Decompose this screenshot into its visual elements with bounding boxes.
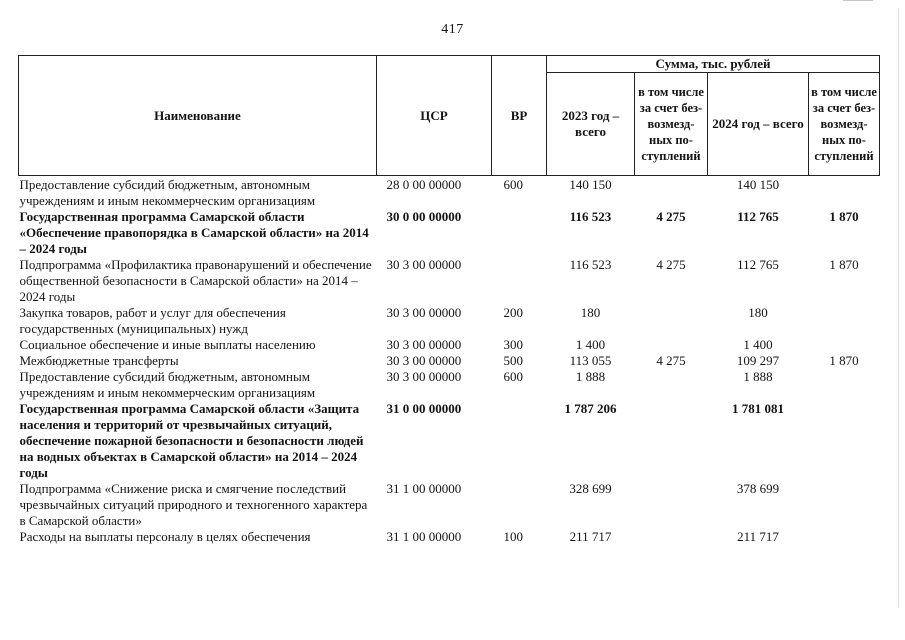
row-name-cell: Предоставление субсидий бюджетным, автономным учреждениям и иным некоммерческим организациям — [19, 177, 316, 208]
row-csr-cell: 28 0 00 00000 — [386, 177, 462, 192]
table-row — [19, 353, 880, 369]
row-vr-cell: 600 — [503, 369, 523, 384]
row-total-2024-cell: 378 699 — [736, 481, 780, 496]
row-total-2023-cell: 1 787 206 — [564, 401, 617, 416]
table-row — [19, 305, 880, 337]
row-incl-2023-cell — [635, 176, 708, 210]
row-vr-cell — [492, 257, 547, 305]
row-incl-2023-cell — [635, 337, 708, 353]
row-total-2023-cell: 116 523 — [569, 257, 612, 272]
table-row — [19, 401, 880, 481]
row-total-2023-cell: 1 888 — [575, 369, 606, 384]
row-incl-2024-cell: 1 870 — [829, 353, 859, 368]
row-total-2024-cell: 109 297 — [736, 353, 780, 368]
row-name-cell: Государственная программа Самарской области «Обеспечение правопорядка в Самарской области» на 2014 – 2024 годы — [19, 209, 369, 256]
row-total-2023-cell: 328 699 — [569, 481, 612, 496]
table-body — [19, 176, 880, 546]
column-header-total-2023: 2023 год – всего — [547, 73, 635, 176]
row-name-cell: Социальное обеспечение и иные выплаты населению — [19, 337, 316, 352]
row-csr-cell: 30 3 00 00000 — [386, 305, 462, 320]
row-incl-2023-cell: 4 275 — [656, 209, 686, 224]
budget-table — [18, 55, 880, 545]
row-total-2023-cell: 180 — [580, 305, 601, 320]
scan-edge-right — [898, 8, 899, 608]
row-name-cell: Расходы на выплаты персоналу в целях обеспечения — [19, 529, 311, 544]
row-total-2023-cell: 1 400 — [575, 337, 606, 352]
row-incl-2024-cell: 1 870 — [829, 209, 859, 224]
row-incl-2023-cell — [635, 305, 708, 337]
table-header — [19, 56, 880, 176]
column-header-vr: ВР — [492, 56, 547, 176]
row-total-2023-cell: 140 150 — [569, 177, 612, 192]
row-vr-cell: 500 — [503, 353, 523, 368]
row-total-2023-cell: 116 523 — [569, 209, 612, 224]
table-row — [19, 529, 880, 545]
row-csr-cell: 30 0 00 00000 — [386, 209, 462, 224]
column-group-sum: Сумма, тыс. рублей — [547, 56, 880, 73]
row-incl-2024-cell — [809, 369, 880, 401]
row-incl-2024-cell — [809, 176, 880, 210]
row-vr-cell — [492, 401, 547, 481]
row-vr-cell — [492, 481, 547, 529]
row-incl-2023-cell — [635, 529, 708, 545]
row-incl-2023-cell — [635, 401, 708, 481]
row-incl-2023-cell — [635, 369, 708, 401]
row-csr-cell: 30 3 00 00000 — [386, 337, 462, 352]
column-header-total-2024: 2024 год – всего — [708, 73, 809, 176]
row-incl-2024-cell — [809, 337, 880, 353]
row-csr-cell: 31 1 00 00000 — [386, 529, 462, 544]
table-row — [19, 369, 880, 401]
row-csr-cell: 31 1 00 00000 — [386, 481, 462, 496]
row-vr-cell — [492, 209, 547, 257]
column-header-incl-2023: в том числе за счет без-возмезд-ных по-ступлений — [635, 73, 708, 176]
row-name-cell: Закупка товаров, работ и услуг для обеспечения государственных (муниципальных) нужд — [19, 305, 286, 336]
page-number: 417 — [441, 22, 464, 37]
row-name-cell: Государственная программа Самарской области «Защита населения и территорий от чрезвычайных ситуаций, обеспечение пожарной безопасности и безопасности людей на водных объектах в Самарской области» на 2014 – 2024 годы — [19, 401, 364, 480]
row-name-cell: Подпрограмма «Профилактика правонарушений и обеспечение общественной безопасности в Самарской области» на 2014 – 2024 годы — [19, 257, 372, 304]
row-csr-cell: 30 3 00 00000 — [386, 353, 462, 368]
row-incl-2024-cell — [809, 529, 880, 545]
row-total-2024-cell: 1 781 081 — [732, 401, 784, 416]
row-total-2024-cell: 1 400 — [743, 337, 773, 352]
table-row — [19, 209, 880, 257]
row-incl-2023-cell: 4 275 — [656, 353, 686, 368]
row-vr-cell: 300 — [503, 337, 523, 352]
row-incl-2024-cell — [809, 401, 880, 481]
row-incl-2024-cell — [809, 481, 880, 529]
row-total-2024-cell: 180 — [748, 305, 768, 320]
row-total-2023-cell: 211 717 — [569, 529, 612, 544]
row-csr-cell: 30 3 00 00000 — [386, 257, 462, 272]
row-total-2024-cell: 112 765 — [737, 209, 779, 224]
row-vr-cell: 100 — [503, 529, 523, 544]
row-name-cell: Межбюджетные трансферты — [19, 353, 179, 368]
row-incl-2023-cell: 4 275 — [656, 257, 686, 272]
column-header-incl-2024: в том числе за счет без-возмезд-ных по-ступлений — [809, 73, 880, 176]
row-total-2024-cell: 140 150 — [736, 177, 780, 192]
column-header-csr: ЦСР — [377, 56, 492, 176]
table-row — [19, 337, 880, 353]
row-csr-cell: 30 3 00 00000 — [386, 369, 462, 384]
row-vr-cell: 200 — [503, 305, 523, 320]
table-row — [19, 481, 880, 529]
row-incl-2023-cell — [635, 481, 708, 529]
row-incl-2024-cell: 1 870 — [829, 257, 859, 272]
scan-edge-top — [843, 0, 873, 1]
row-total-2023-cell: 113 055 — [569, 353, 612, 368]
column-header-name: Наименование — [19, 56, 377, 176]
table-row — [19, 257, 880, 305]
row-csr-cell: 31 0 00 00000 — [386, 401, 462, 416]
row-incl-2024-cell — [809, 305, 880, 337]
row-total-2024-cell: 112 765 — [737, 257, 779, 272]
row-total-2024-cell: 1 888 — [743, 369, 773, 384]
row-total-2024-cell: 211 717 — [737, 529, 779, 544]
row-vr-cell: 600 — [503, 177, 523, 192]
row-name-cell: Подпрограмма «Снижение риска и смягчение последствий чрезвычайных ситуаций природного и техногенного характера в Самарской области» — [19, 481, 368, 528]
table-row — [19, 176, 880, 210]
row-name-cell: Предоставление субсидий бюджетным, автономным учреждениям и иным некоммерческим организациям — [19, 369, 316, 400]
